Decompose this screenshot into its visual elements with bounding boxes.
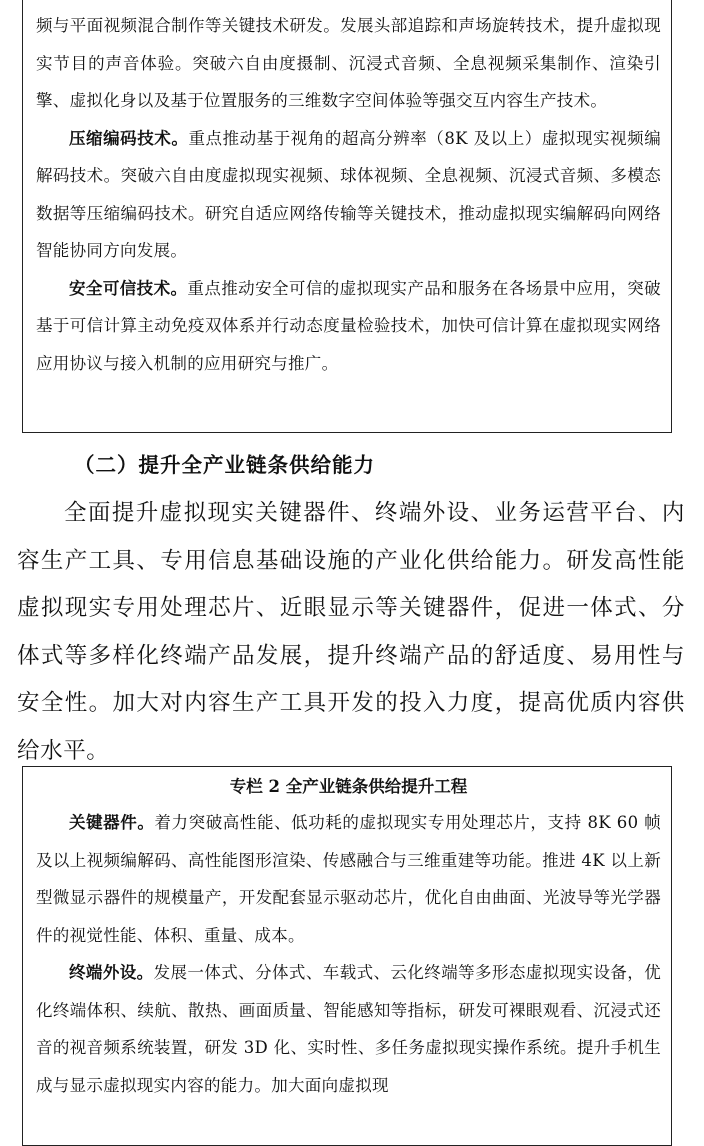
box-paragraph-peripherals bbox=[36, 954, 661, 1104]
key-devices-label: 关键器件。 bbox=[69, 813, 155, 832]
security-text: 重点推动安全可信的虚拟现实产品和服务在各场景中应用，突破基于可信计算主动免疫双体系并行动态度量检验技术，加快可信计算在虚拟现实网络应用协议与接入机制的应用研究与推广。 bbox=[36, 278, 661, 373]
box-paragraph-content-production: 频与平面视频混合制作等关键技术研发。发展头部追踪和声场旋转技术，提升虚拟现实节目的声音体验。突破六自由度摄制、沉浸式音频、全息视频采集制作、渲染引擎、虚拟化身以及基于位置服务的三维数字空间体验等强交互内容生产技术。 bbox=[36, 16, 661, 110]
box-paragraph-compression bbox=[36, 120, 661, 270]
section-body: 全面提升虚拟现实关键器件、终端外设、业务运营平台、内容生产工具、专用信息基础设施的产业化供给能力。研发高性能虚拟现实专用处理芯片、近眼显示等关键器件，促进一体式、分体式等多样化终端产品发展，提升终端产品的舒适度、易用性与安全性。加大对内容生产工具开发的投入力度，提高优质内容供给水平。 bbox=[17, 500, 685, 764]
peripherals-text: 发展一体式、分体式、车载式、云化终端等多形态虚拟现实设备，优化终端体积、续航、散热、画面质量、智能感知等指标，研发可裸眼观看、沉浸式还音的视音频系统装置，研发 3D 化、实时性、多任务虚拟现实操作系统。提升手机生成与显示虚拟现实内容的能力。加大面向虚拟现 bbox=[36, 963, 662, 1095]
column-box-2 bbox=[22, 766, 672, 1146]
compression-label: 压缩编码技术。 bbox=[69, 128, 189, 148]
peripherals-label: 终端外设。 bbox=[69, 963, 154, 982]
section-heading: （二）提升全产业链条供给能力 bbox=[74, 453, 375, 477]
key-devices-text: 着力突破高性能、低功耗的虚拟现实专用处理芯片，支持 8K 60 帧及以上视频编解码、高性能图形渲染、传感融合与三维重建等功能。推进 4K 以上新型微显示器件的规模量产，开发配套显示驱动芯片，优化自由曲面、光波导等光学器件的视觉性能、体积、重量、成本。 bbox=[36, 813, 661, 945]
tech-box bbox=[22, 0, 672, 433]
compression-text: 重点推动基于视角的超高分辨率（8K 及以上）虚拟现实视频编解码技术。突破六自由度虚拟现实视频、球体视频、全息视频、沉浸式音频、多模态数据等压缩编码技术。研究自适应网络传输等关键技术，推动虚拟现实编解码向网络智能协同方向发展。 bbox=[36, 128, 661, 260]
box-paragraph-security bbox=[36, 270, 661, 383]
security-label: 安全可信技术。 bbox=[69, 278, 188, 298]
box-paragraph-key-devices bbox=[36, 804, 661, 954]
column-box-title: 专栏 2 全产业链条供给提升工程 bbox=[229, 777, 468, 796]
